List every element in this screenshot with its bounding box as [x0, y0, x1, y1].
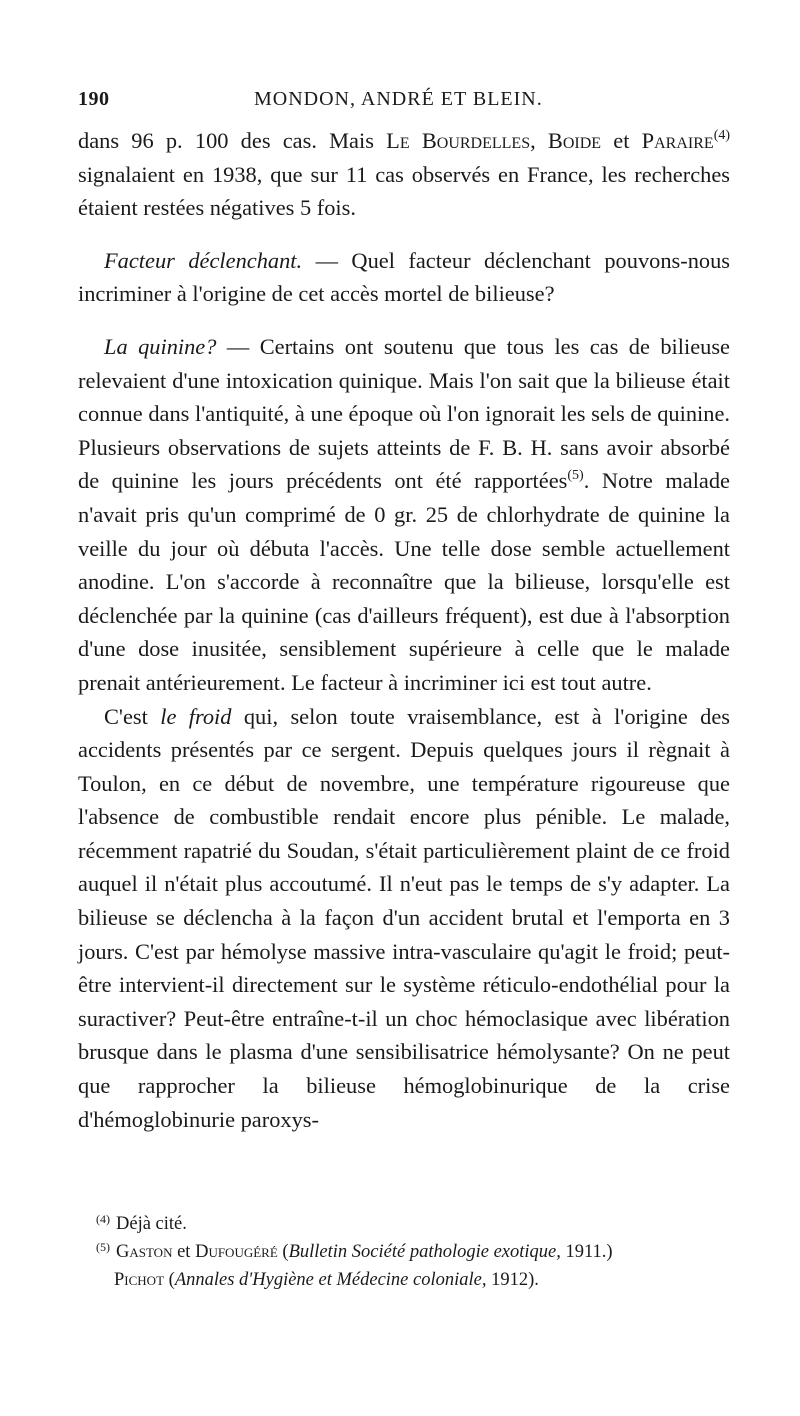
- p1-text-d: signalaient en 1938, que sur 11 cas observés en France, les recherches étaient restées négatives 5 fois.: [78, 161, 730, 221]
- footnote-5-mark: (5): [96, 1240, 110, 1254]
- p2-text: — Quel facteur déclenchant pouvons-nous incriminer à l'origine de cet accès mortel de bilieuse?: [78, 247, 730, 307]
- p4-emphasis: le froid: [160, 703, 232, 729]
- footnote-5-year: 1911.): [560, 1242, 613, 1262]
- footnote-6-open: (: [164, 1270, 175, 1290]
- journal-bulletin: Bulletin Société pathologie exotique,: [288, 1242, 561, 1262]
- body-text: [78, 124, 730, 1136]
- paragraph-2: [78, 244, 730, 311]
- page-number: 190: [78, 88, 110, 110]
- author-boide: Boide: [547, 128, 602, 153]
- footnote-6-year: 1912).: [486, 1270, 539, 1290]
- p3-text-a: — Certains ont soutenu que tous les cas de bilieuse relevaient d'une intoxication quinique. Mais l'on sait que la bilieuse était connue dans l'antiquité, à une époque où l'on ignorait les sels de quinine. Plusieurs observations de sujets atteints de F. B. H. sans avoir absorbé de quinine les jours précédents ont été rapportées: [78, 333, 730, 494]
- footnote-4-text: Déjà cité.: [116, 1214, 187, 1234]
- footnote-5-open: (: [277, 1242, 289, 1262]
- paragraph-1: [78, 124, 730, 225]
- paragraph-3: [78, 330, 730, 700]
- page: [78, 88, 730, 1136]
- section-heading-quinine: La quinine?: [104, 333, 217, 359]
- author-dufougere: Dufougéré: [195, 1242, 278, 1262]
- footnotes: [78, 1210, 730, 1294]
- footnote-5-second: [78, 1266, 730, 1294]
- footnote-ref-5: (5): [567, 468, 584, 484]
- p1-text-c: et: [601, 128, 642, 153]
- paragraph-4: [78, 700, 730, 1137]
- footnote-4-mark: (4): [96, 1212, 110, 1226]
- running-header: [78, 88, 730, 124]
- p1-text-a: dans 96 p. 100 des cas. Mais: [78, 128, 387, 153]
- journal-annales: Annales d'Hygiène et Médecine coloniale,: [174, 1270, 487, 1290]
- footnote-5: [78, 1238, 730, 1266]
- section-heading-facteur: Facteur déclenchant.: [104, 247, 303, 273]
- author-le-bourdelles: Le Bourdelles: [386, 128, 531, 153]
- footnote-4: [78, 1210, 730, 1238]
- author-gaston: Gaston: [116, 1242, 173, 1262]
- p1-text-b: ,: [530, 128, 548, 153]
- p4-text-a: C'est: [104, 703, 161, 729]
- footnote-5-and: et: [172, 1242, 196, 1262]
- p3-text-b: . Notre malade n'avait pris qu'un comprimé de 0 gr. 25 de chlorhydrate de quinine la veille du jour où débuta l'accès. Une telle dose semble actuellement anodine. L'on s'accorde à reconnaître que la bilieuse, lorsqu'elle est déclenchée par la quinine (cas d'ailleurs fréquent), est due à l'absorption d'une dose inusitée, sensiblement supérieure à celle que le malade prenait antérieurement. Le facteur à incriminer ici est tout autre.: [78, 468, 730, 695]
- running-title: MONDON, ANDRÉ ET BLEIN.: [254, 88, 543, 110]
- author-paraire: Paraire: [641, 128, 714, 153]
- author-pichot: Pichot: [114, 1270, 165, 1290]
- footnote-ref-4: (4): [713, 128, 731, 143]
- p4-text-b: qui, selon toute vraisemblance, est à l'origine des accidents présentés par ce sergent. Depuis quelques jours il règnait à Toulon, en ce début de novembre, une température rigoureuse que l'absence de combustible rendait encore plus pénible. Le malade, récemment rapatrié du Soudan, s'était particulièrement plaint de ce froid auquel il n'était plus accoutumé. Il n'eut pas le temps de s'y adapter. La bilieuse se déclencha à la façon d'un accident brutal et l'emporta en 3 jours. C'est par hémolyse massive intra-vasculaire qu'agit le froid; peut-être intervient-il directement sur le système réticulo-endothélial pour la suractiver? Peut-être entraîne-t-il un choc hémoclasique avec libération brusque dans le plasma d'une sensibilisatrice hémolysante? On ne peut que rapprocher la bilieuse hémoglobinurique de la crise d'hémoglobinurie paroxys-: [78, 703, 730, 1132]
